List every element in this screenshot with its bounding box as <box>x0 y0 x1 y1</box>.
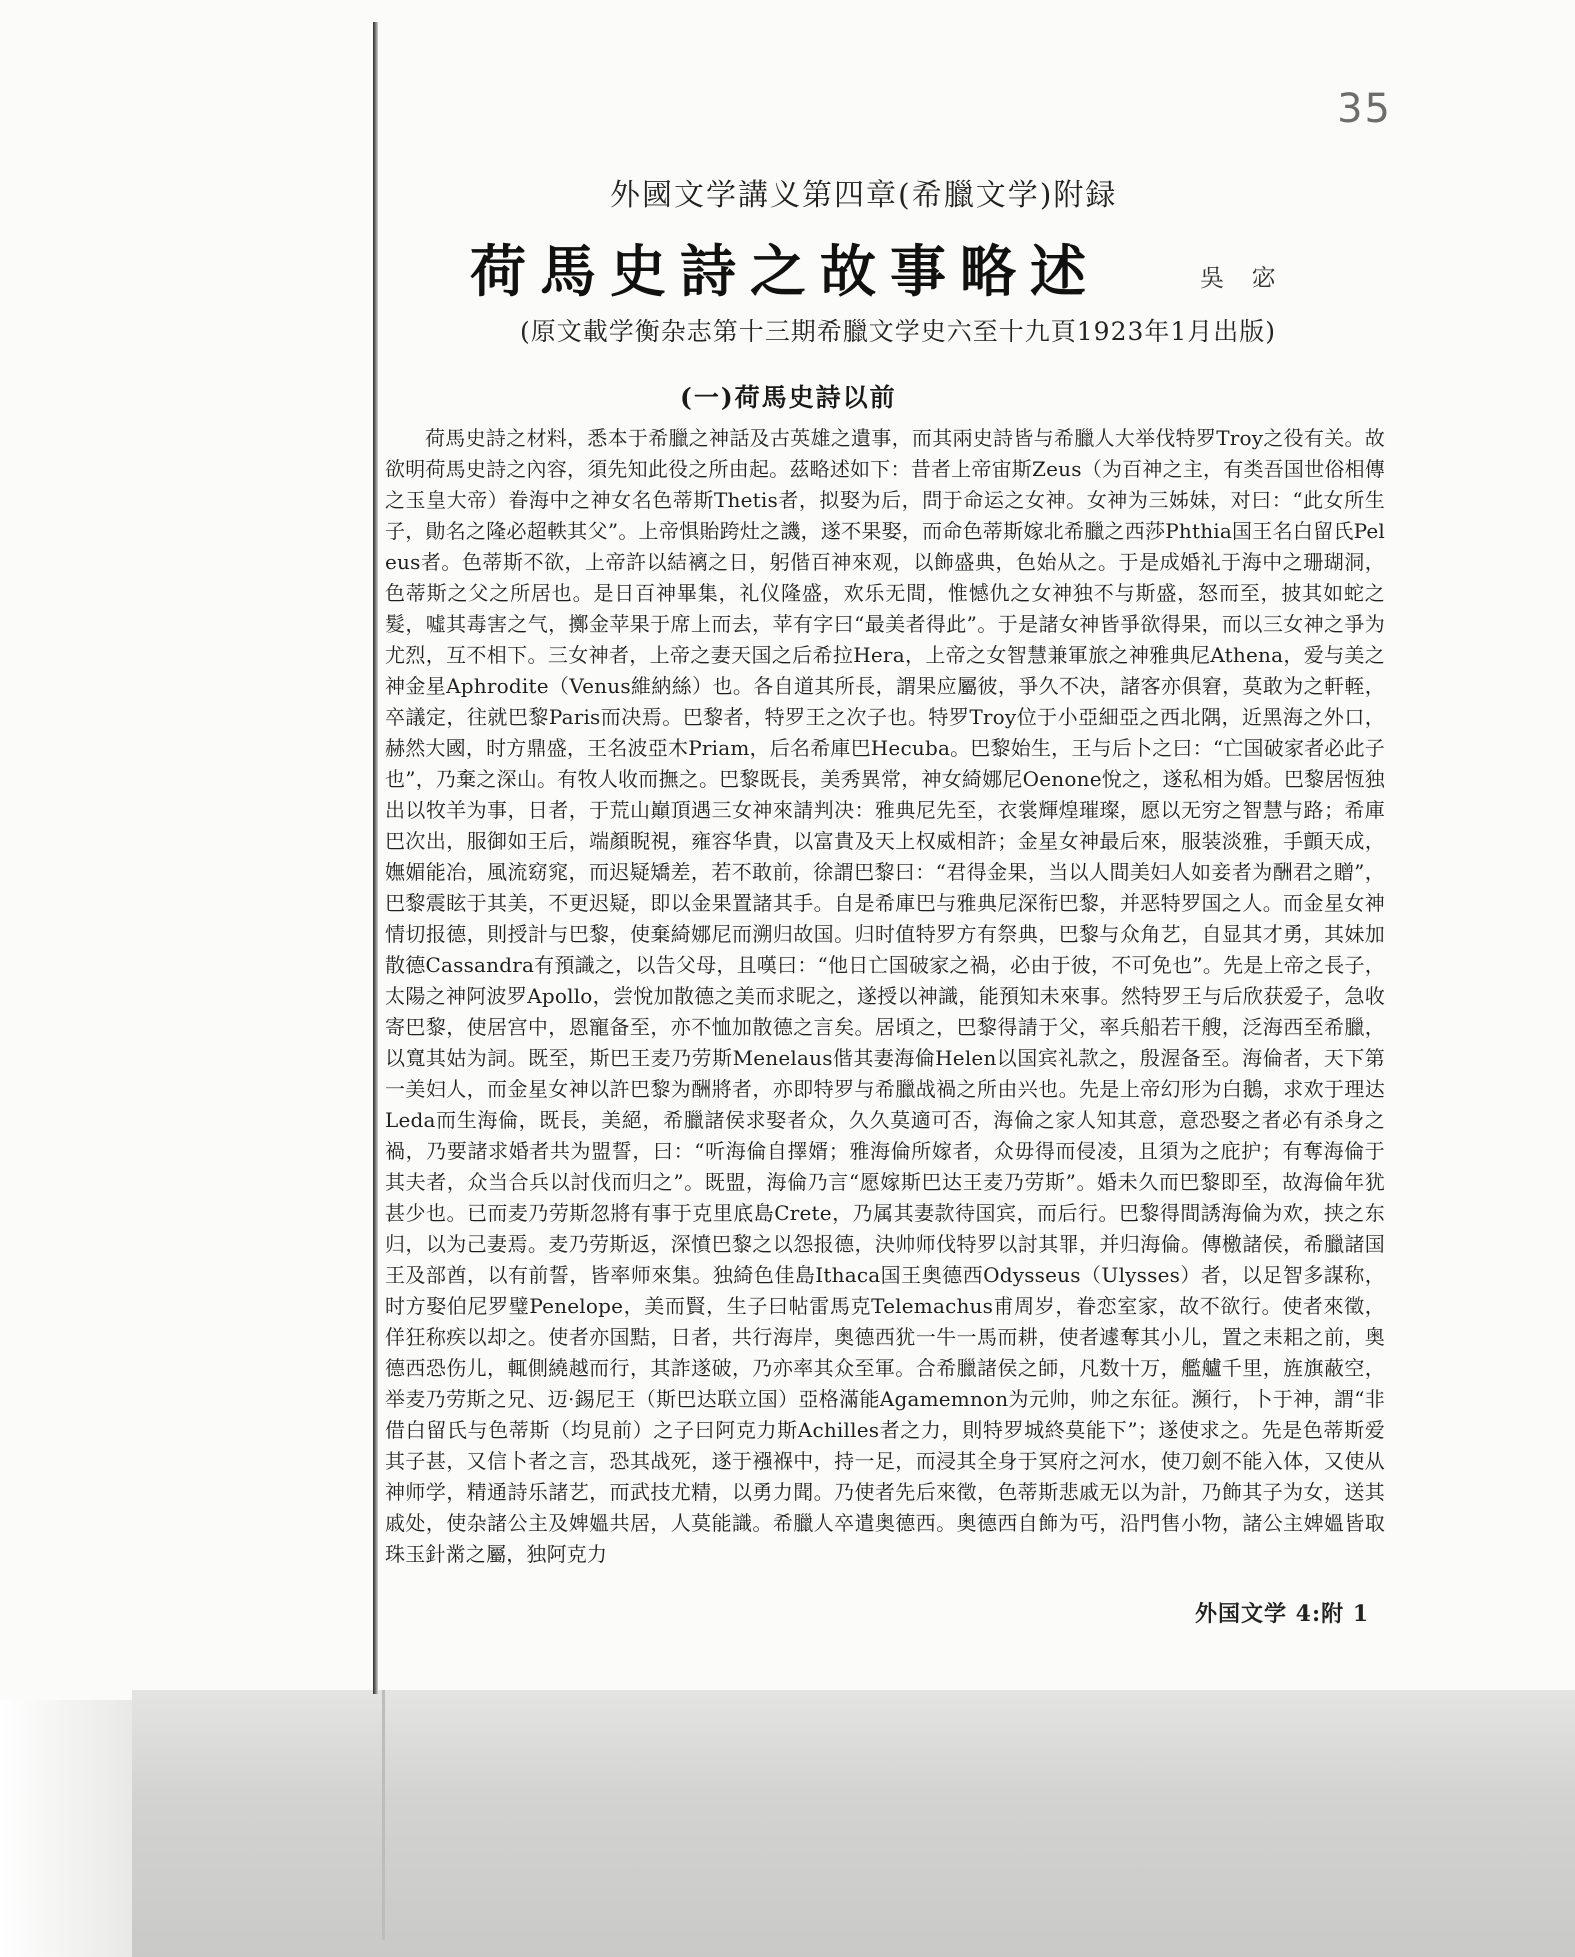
chapter-header: 外國文学講义第四章(希臘文学)附録 <box>610 178 1118 213</box>
binding-edge-lower <box>382 1690 385 1940</box>
scan-shadow-bottom <box>132 1690 1575 1957</box>
page-footer: 外国文学 4:附 1 <box>1195 1601 1370 1627</box>
source-note: (原文載学衡杂志第十三期希臘文学史六至十九頁1923年1月出版) <box>520 317 1277 346</box>
scan-shadow-left <box>0 1700 140 1957</box>
author-name: 吳 宓 <box>1200 264 1286 292</box>
article-title: 荷馬史詩之故事略述 <box>470 239 1100 305</box>
body-paragraph: 荷馬史詩之材料，悉本于希臘之神話及古英雄之遺事，而其兩史詩皆与希臘人大举伐特罗Troy之役有关。故欲明荷馬史詩之內容，須先知此役之所由起。茲略述如下：昔者上帝宙斯Zeus（为百神之主，有类吾国世俗相傳之玉皇大帝）眷海中之神女名色蒂斯Thetis者，拟娶为后，問于命运之女神。女神为三姊妹，对曰：“此女所生子，勛名之隆必超軼其父”。上帝惧貽跨灶之譏，遂不果娶，而命色蒂斯嫁北希臘之西莎Phthia国王名白留氏Peleus者。色蒂斯不欲，上帝許以結褵之日，躬偕百神來观，以飾盛典，色始从之。于是成婚礼于海中之珊瑚洞，色蒂斯之父之所居也。是日百神畢集，礼仪隆盛，欢乐无間，惟憾仇之女神独不与斯盛，怒而至，披其如蛇之髮，噓其毒害之气，擲金苹果于席上而去，苹有字曰“最美者得此”。于是諸女神皆爭欲得果，而以三女神之爭为尤烈，互不相下。三女神者，上帝之妻天国之后希拉Hera，上帝之女智慧兼軍旅之神雅典尼Athena，爱与美之神金星Aphrodite（Venus維納絲）也。各自道其所長，謂果应屬彼，爭久不决，諸客亦俱窘，莫敢为之軒輊，卒議定，往就巴黎Paris而决焉。巴黎者，特罗王之次子也。特罗Troy位于小亞細亞之西北隅，近黑海之外口，赫然大國，时方鼎盛，王名波亞木Priam，后名希庫巴Hecuba。巴黎始生，王与后卜之曰：“亡国破家者必此子也”，乃棄之深山。有牧人收而撫之。巴黎既長，美秀異常，神女綺娜尼Oenone悅之，遂私相为婚。巴黎居恆独出以牧羊为事，日者，于荒山巔頂遇三女神來請判决：雅典尼先至，衣裳輝煌璀璨，愿以无穷之智慧与路；希庫巴次出，服御如王后，端顏睨視，雍容华貴，以富貴及天上权威相許；金星女神最后來，服装淡雅，手顫天成，嫵媚能冶，風流窈窕，而迟疑矯差，若不敢前，徐謂巴黎曰：“君得金果，当以人間美妇人如妾者为酬君之贈”，巴黎震眩于其美，不更迟疑，即以金果置諸其手。自是希庫巴与雅典尼深衔巴黎，并恶特罗国之人。而金星女神情切报德，則授計与巴黎，使棄綺娜尼而溯归故国。归时值特罗方有祭典，巴黎与众角艺，自显其才勇，其妹加散德Cassandra有預識之，以告父母，且嘆曰：“他日亡国破家之禍，必由于彼，不可免也”。先是上帝之長子，太陽之神阿波罗Apollo，尝悅加散德之美而求昵之，遂授以神識，能預知未來事。然特罗王与后欣获爱子，急收寄巴黎，使居宫中，恩寵备至，亦不恤加散德之言矣。居頃之，巴黎得請于父，率兵船若干艘，泛海西至希臘，以寬其姑为詞。既至，斯巴王麦乃劳斯Menelaus偕其妻海倫Helen以国宾礼款之，殷渥备至。海倫者，天下第一美妇人，而金星女神以許巴黎为酬將者，亦即特罗与希臘战禍之所由兴也。先是上帝幻形为白鵝，求欢于理达Leda而生海倫，既長，美絕，希臘諸侯求娶者众，久久莫適可否，海倫之家人知其意，意恐娶之者必有杀身之禍，乃要諸求婚者共为盟誓，曰：“听海倫自擇婿；雅海倫所嫁者，众毋得而侵凌，且須为之庇护；有奪海倫于其夫者，众当合兵以討伐而归之”。既盟，海倫乃言“愿嫁斯巴达王麦乃劳斯”。婚未久而巴黎即至，故海倫年犹甚少也。已而麦乃劳斯忽將有事于克里底島Crete，乃属其妻款待国宾，而后行。巴黎得間誘海倫为欢，挟之东归，以为己妻焉。麦乃劳斯返，深憤巴黎之以怨报德，決帅师伐特罗以討其罪，并归海倫。傳檄諸侯，希臘諸国王及部酋，以有前誓，皆率师來集。独綺色佳島Ithaca国王奥德西Odysseus（Ulysses）者，以足智多謀称，时方娶伯尼罗璧Penelope，美而賢，生子曰帖雷馬克Telemachus甫周岁，眷恋室家，故不欲行。使者來徵，佯狂称疾以却之。使者亦国黠，日者，共行海岸，奥德西犹一牛一馬而耕，使者遽奪其小儿，置之耒耜之前，奥德西恐伤儿，輒側繞越而行，其詐遂破，乃亦率其众至軍。合希臘諸侯之師，凡数十万，艦艫千里，旌旗蔽空，举麦乃劳斯之兄、迈·錫尼王（斯巴达联立国）亞格滿能Agamemnon为元帅，帅之东征。瀕行，卜于神，謂“非借白留氏与色蒂斯（均見前）之子曰阿克力斯Achilles者之力，則特罗城終莫能下”；遂使求之。先是色蒂斯爱其子甚，又信卜者之言，恐其战死，遂于襁褓中，持一足，而浸其全身于冥府之河水，使刀劍不能入体，又使从神师学，精通詩乐諸艺，而武技尤精，以勇力聞。乃使者先后來徵，色蒂斯悲戚无以为計，乃飾其子为女，送其戚处，使杂諸公主及婢媼共居，人莫能識。希臘人卒遣奥德西。奥德西自飾为丐，沿門售小物，諸公主婢媼皆取珠玉針黹之屬，独阿克力 <box>385 426 1385 1566</box>
article-body <box>385 423 1385 1570</box>
section-heading: (一)荷馬史詩以前 <box>680 383 897 412</box>
binding-edge <box>373 22 378 1694</box>
page-number: 35 <box>1337 86 1392 132</box>
